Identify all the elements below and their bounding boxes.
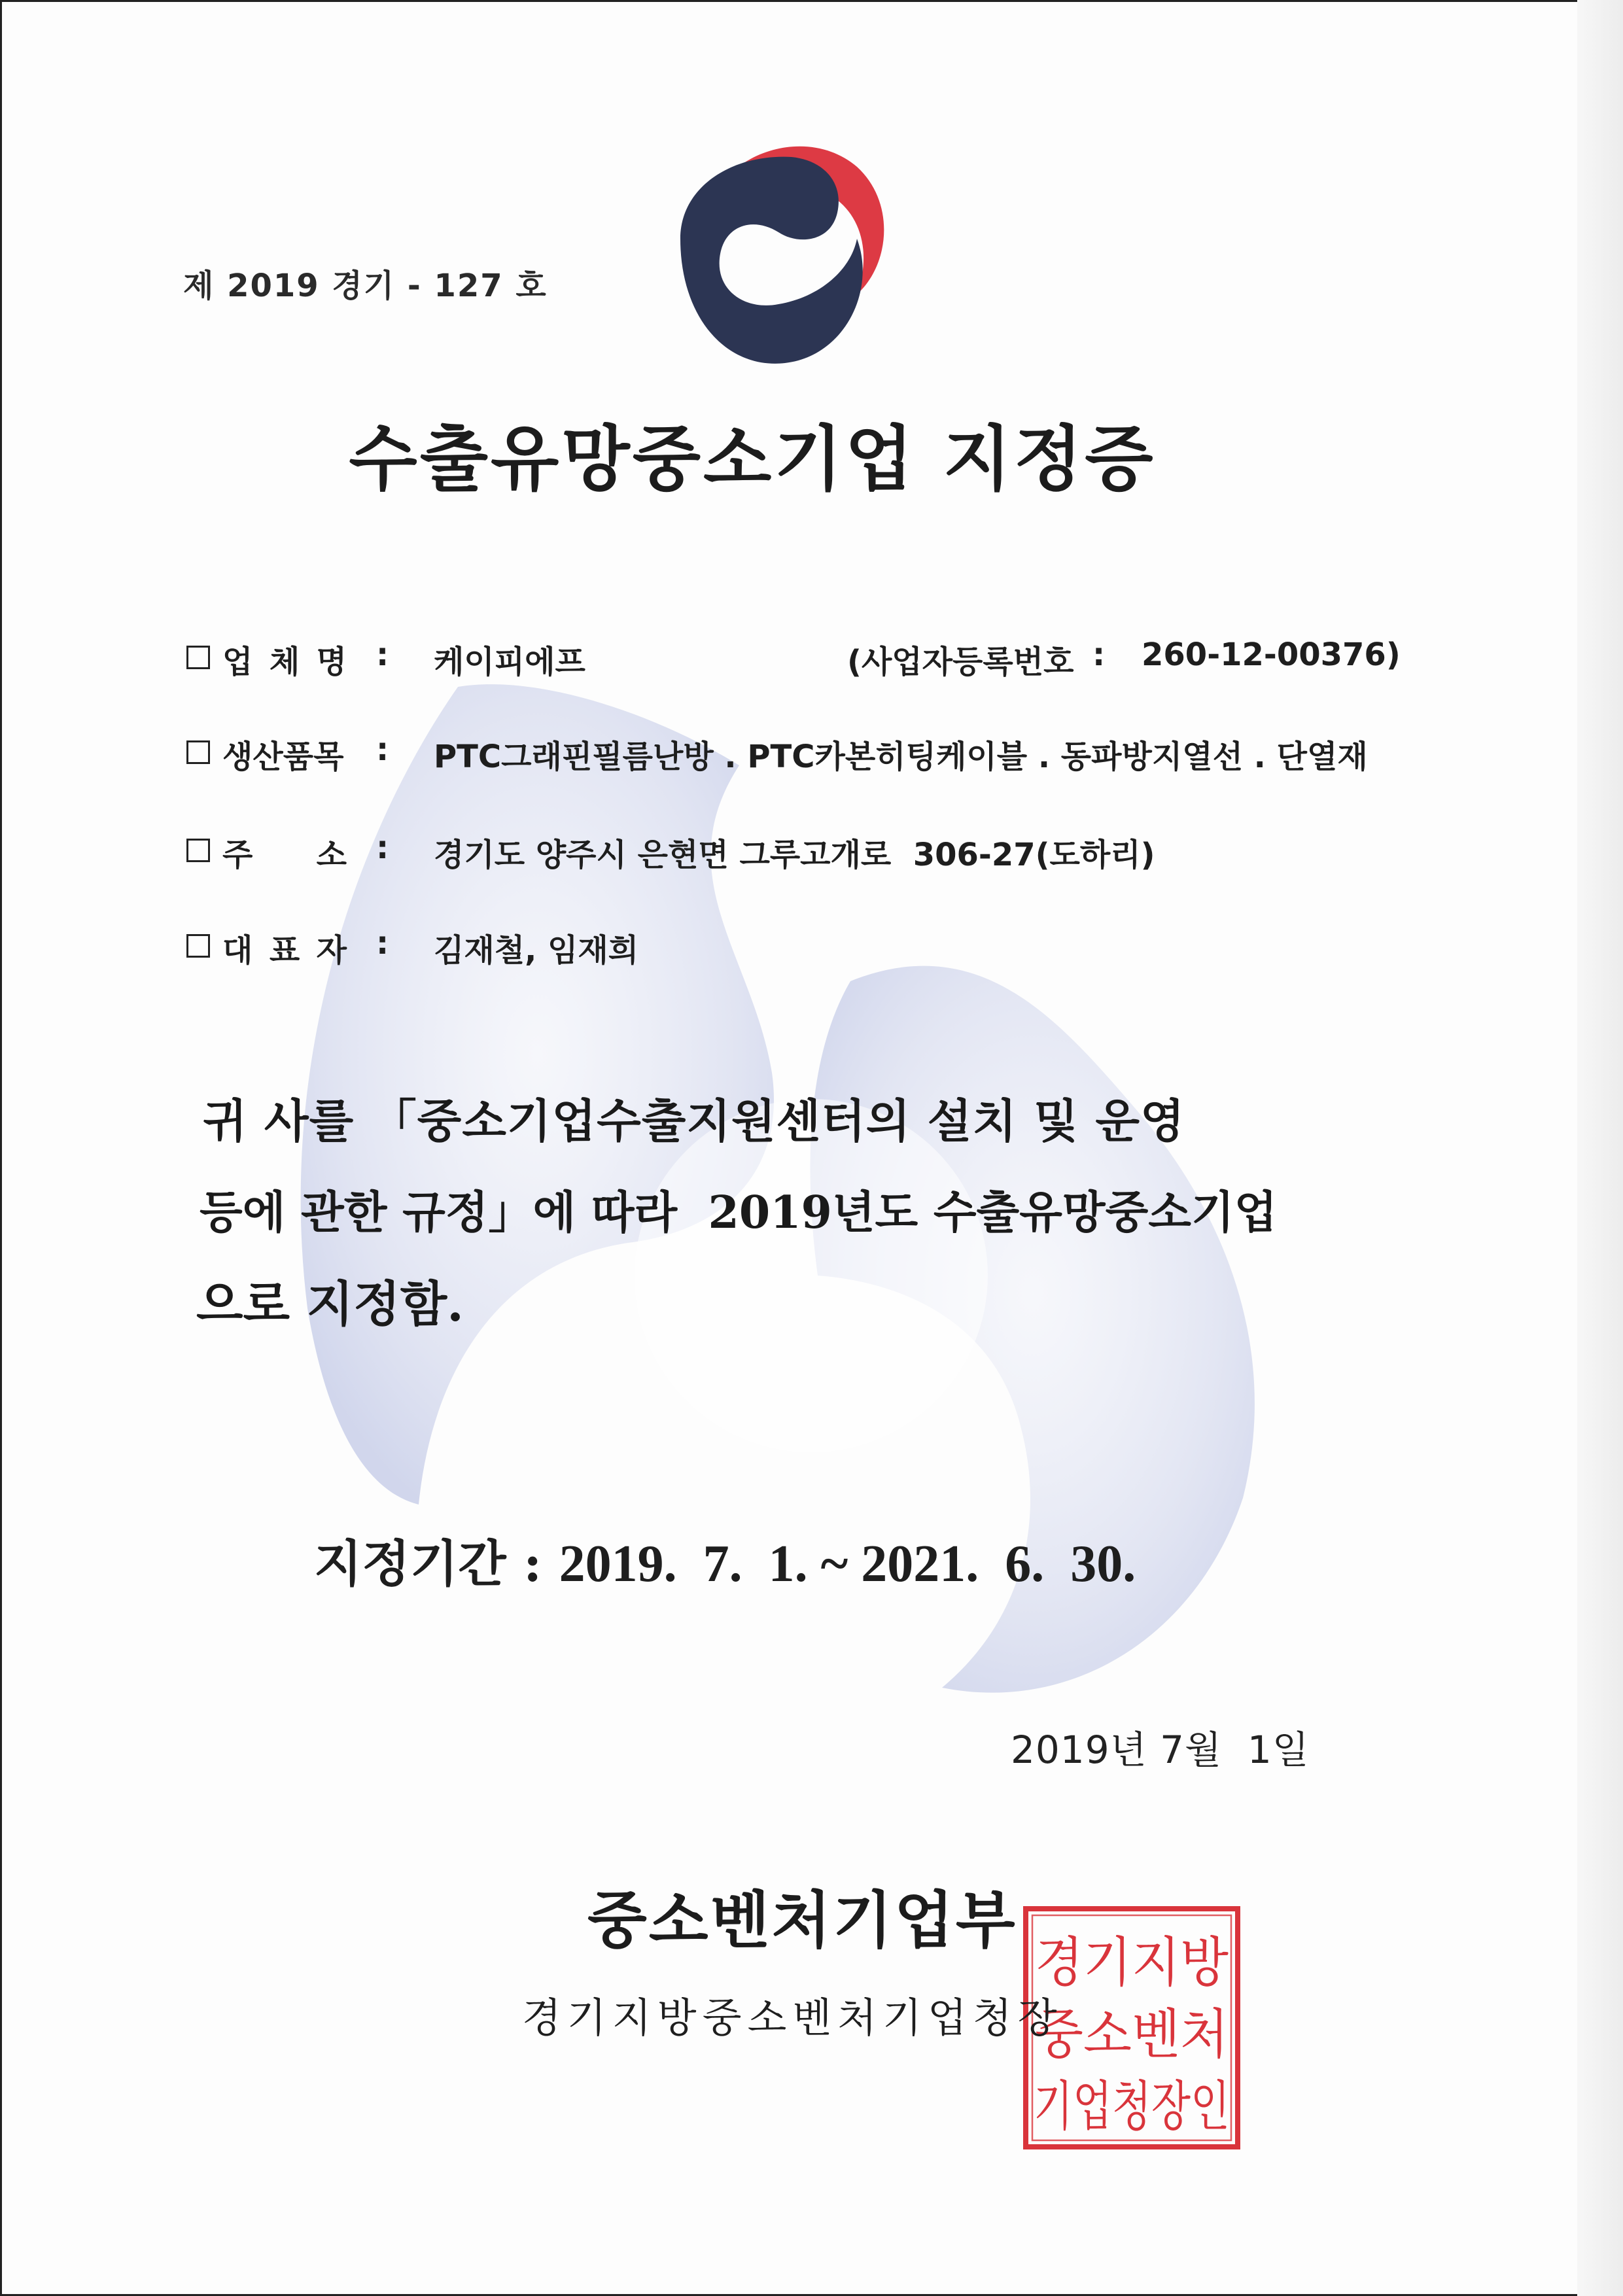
registration-label: (사업자등록번호 <box>847 644 1074 680</box>
field-colon: : <box>376 925 389 962</box>
checkbox-box <box>186 839 210 862</box>
field-colon: : <box>376 731 389 768</box>
field-colon: : <box>376 829 389 866</box>
designation-period <box>314 1524 1136 1595</box>
products-value: PTC그래핀필름난방 . PTC카본히팅케이블 . 동파방지열선 . 단열재 <box>434 739 1368 775</box>
products-label: 생산품목 <box>222 739 344 775</box>
issuer-office: 경기지방중소벤처기업청장 <box>522 1994 1063 2042</box>
field-colon: : <box>376 636 389 673</box>
document-number: 제 2019 경기 - 127 호 <box>183 268 548 304</box>
checkbox-box <box>186 646 210 669</box>
seal-line-3: 기업청장인 <box>1034 2076 1230 2138</box>
body-text-line-1: 귀 사를 「중소기업수출지원센터의 설치 및 운영 <box>203 1094 1185 1148</box>
designation-period-value: 2019. 7. 1. ~ 2021. 6. 30. <box>559 1535 1136 1593</box>
company-value: 케이피에프 <box>434 644 585 680</box>
address-label: 주 소 <box>222 837 347 873</box>
address-value: 경기도 양주시 은현면 그루고개로 306-27(도하리) <box>434 837 1155 873</box>
checkbox-box <box>186 934 210 958</box>
representative-value: 김재철, 임재희 <box>434 932 639 969</box>
page-title: 수출유망중소기업 지정증 <box>349 419 1156 500</box>
company-label: 업 체 명 <box>222 644 347 680</box>
issuer-ministry: 중소벤처기업부 <box>587 1885 1017 1957</box>
registration-colon: : <box>1092 636 1106 673</box>
seal-line-1: 경기지방 <box>1035 1932 1229 1994</box>
checkbox-box <box>186 740 210 764</box>
representative-label: 대 표 자 <box>222 932 347 969</box>
designation-period-label: 지정기간 : <box>314 1535 559 1593</box>
body-text-line-2: 등에 관한 규정」에 따라 2019년도 수출유망중소기업 <box>200 1187 1278 1239</box>
registration-value: 260-12-00376) <box>1142 636 1401 673</box>
seal-line-2: 중소벤처 <box>1035 2004 1229 2066</box>
issue-date: 2019년 7월 1일 <box>1011 1728 1310 1772</box>
taegeuk-emblem-logo <box>661 128 903 373</box>
body-text-line-3: 으로 지정함. <box>196 1276 464 1332</box>
